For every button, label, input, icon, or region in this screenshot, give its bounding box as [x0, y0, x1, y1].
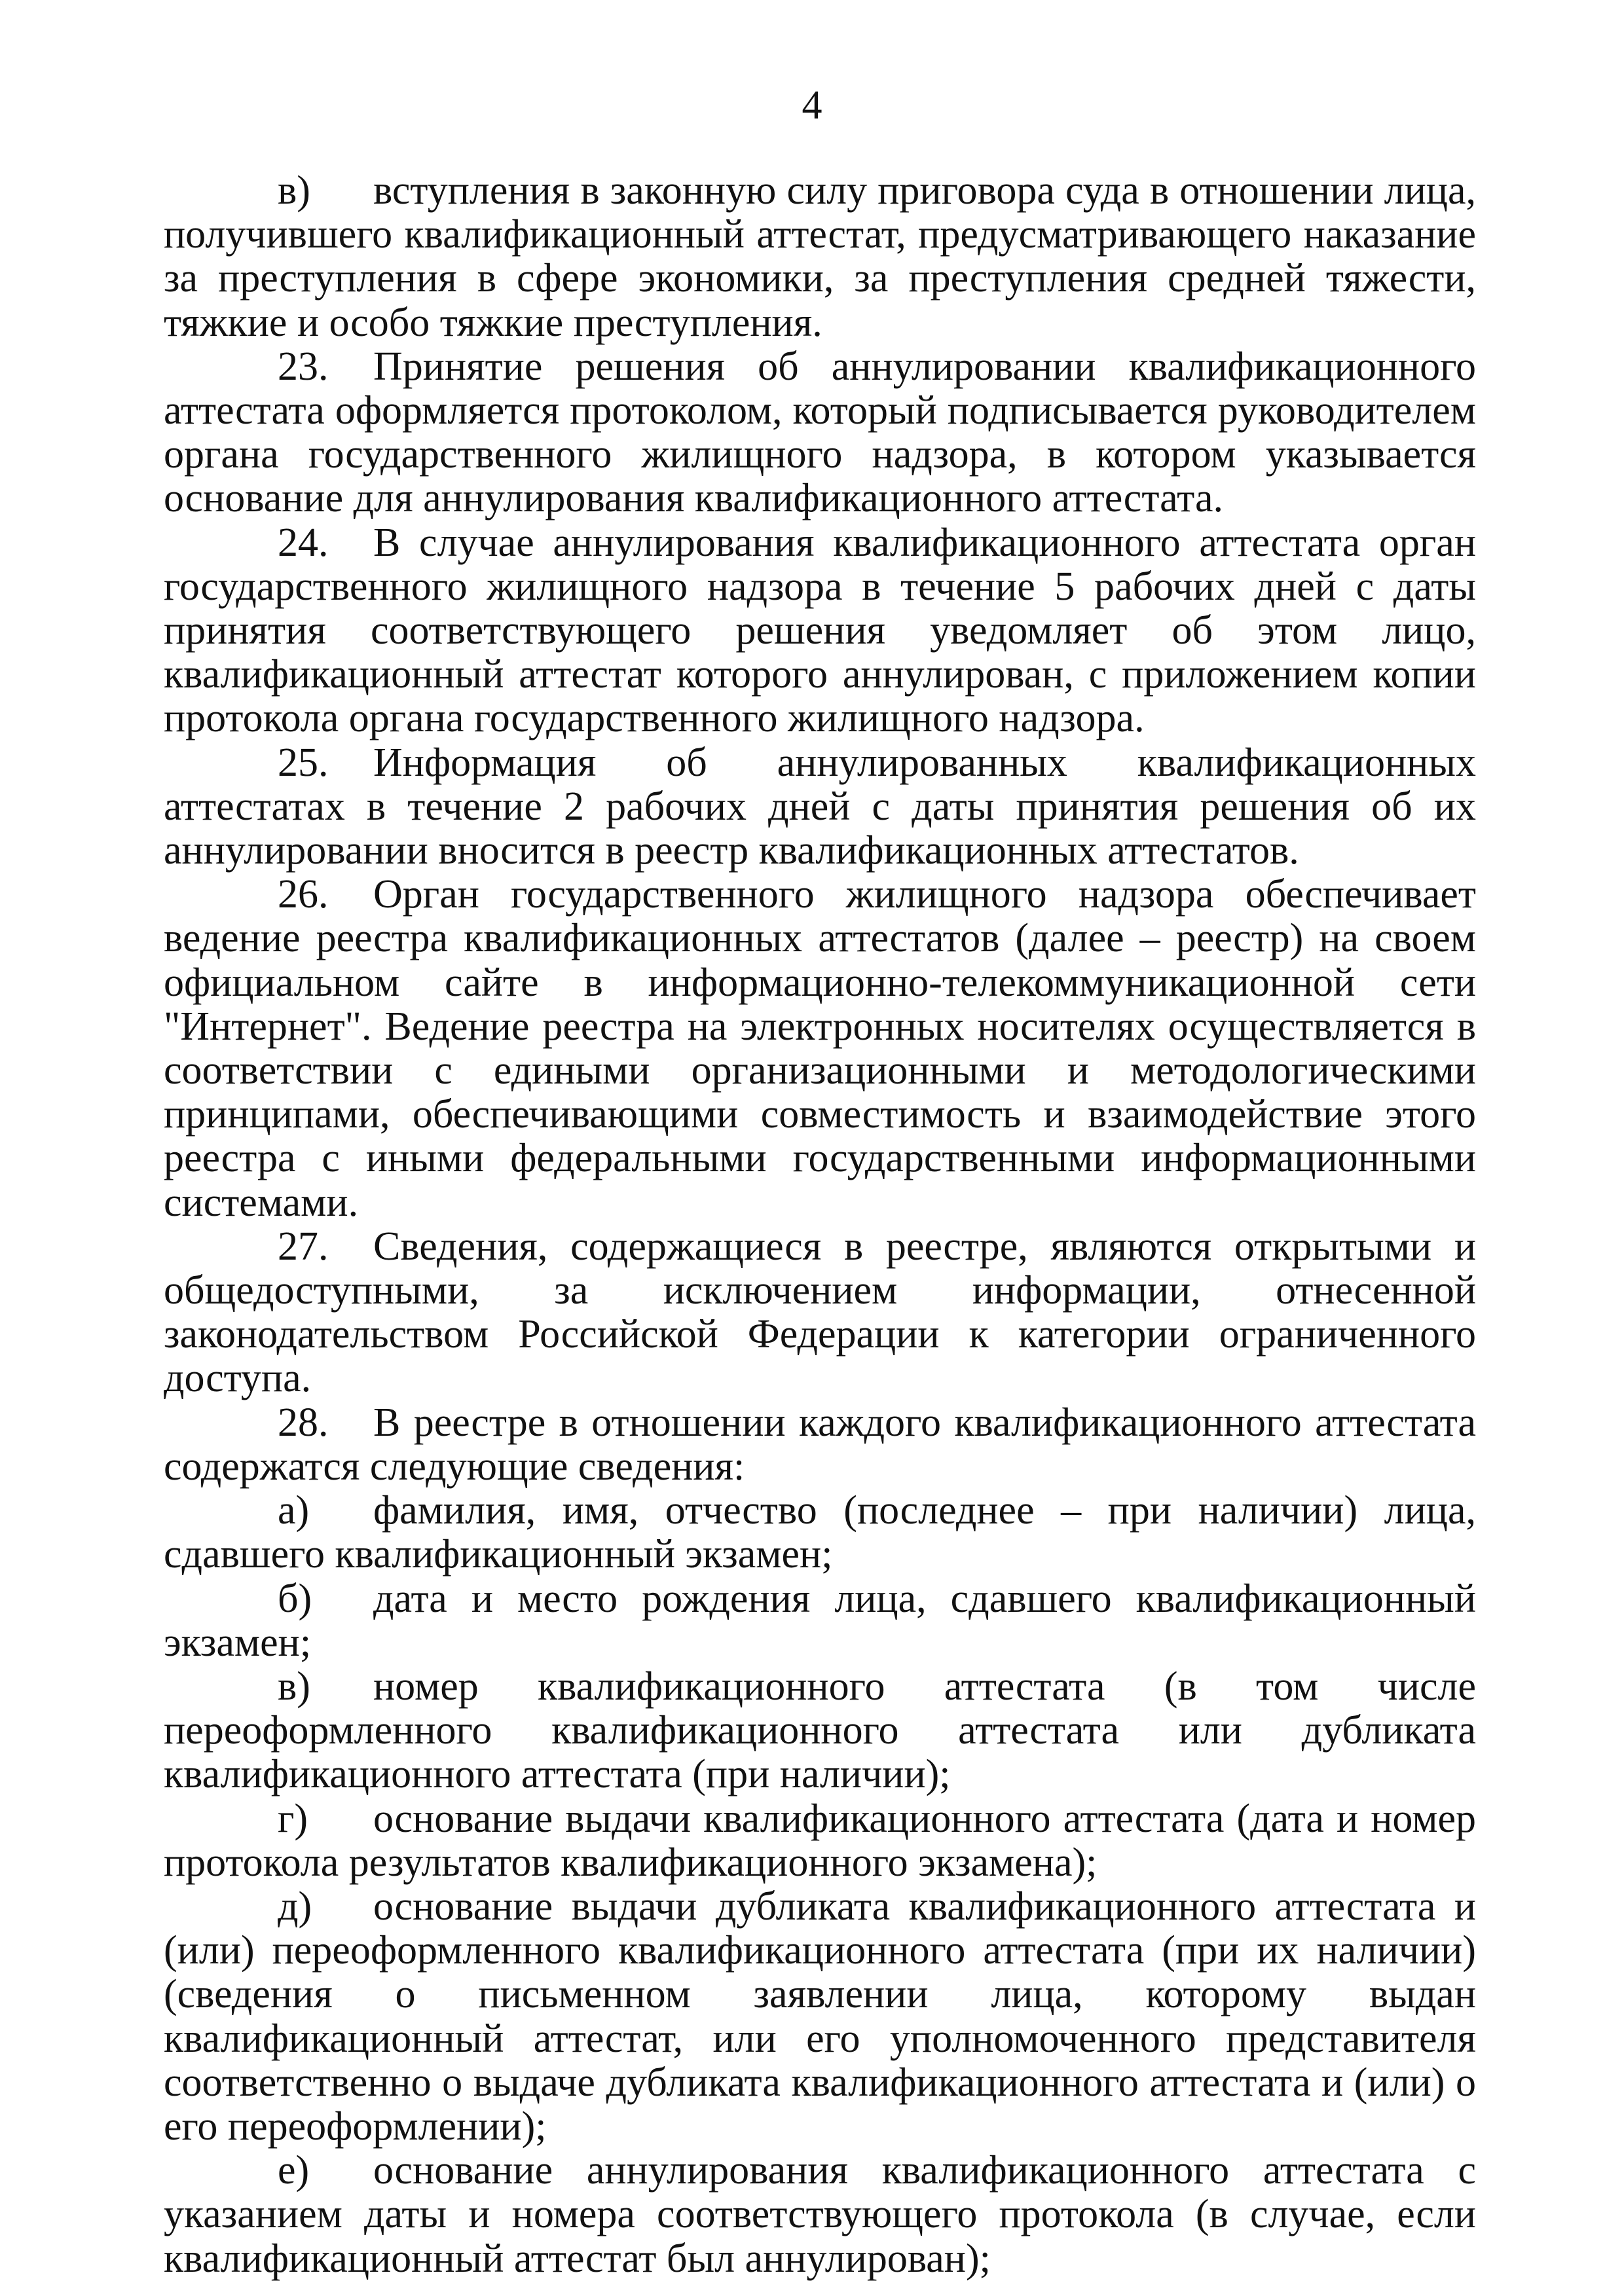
paragraph-number: е): [278, 2148, 310, 2193]
paragraph-25: [164, 741, 1476, 873]
paragraph-text: В реестре в отношении каждого квалификационного аттестата содержатся следующие сведения:: [164, 1400, 1476, 1489]
paragraph-number: д): [278, 1884, 312, 1929]
subparagraph-a: [164, 1489, 1476, 1576]
paragraph-number: а): [278, 1488, 310, 1533]
subparagraph-v: [164, 1665, 1476, 1797]
paragraph-text: фамилия, имя, отчество (последнее – при наличии) лица, сдавшего квалификационный экзамен;: [164, 1488, 1476, 1577]
subparagraph-e: [164, 2149, 1476, 2281]
paragraph-number: в): [278, 168, 310, 213]
paragraph-text: В случае аннулирования квалификационного аттестата орган государственного жилищного надзора в течение 5 рабочих дней с даты принятия соответствующего решения уведомляет об этом лицо, квалификационный аттестат которого аннулирован, с приложением копии протокола органа государственного жилищного надзора.: [164, 520, 1476, 741]
paragraph-27: [164, 1225, 1476, 1401]
paragraph-text: основание выдачи дубликата квалификационного аттестата и (или) переоформленного квалификационного аттестата (при их наличии) (сведения о письменном заявлении лица, которому выдан квалификационный аттестат, или его уполномоченного представителя соответственно о выдаче дубликата квалификационного аттестата и (или) о его переоформлении);: [164, 1884, 1476, 2149]
paragraph-text: вступления в законную силу приговора суда в отношении лица, получившего квалификационный аттестат, предусматривающего наказание за преступления в сфере экономики, за преступления средней тяжести, тяжкие и особо тяжкие преступления.: [164, 168, 1476, 345]
paragraph-text: основание аннулирования квалификационного аттестата с указанием даты и номера соответствующего протокола (в случае, если квалификационный аттестат был аннулирован);: [164, 2148, 1476, 2281]
paragraph-number: 27.: [278, 1224, 329, 1269]
paragraph-28: [164, 1401, 1476, 1489]
paragraph-26: [164, 873, 1476, 1225]
paragraph-text: Орган государственного жилищного надзора обеспечивает ведение реестра квалификационных аттестатов (далее – реестр) на своем официальном сайте в информационно-телекоммуникационной сети "Интернет". Ведение реестра на электронных носителях осуществляется в соответствии с едиными организационными и методологическими принципами, обеспечивающими совместимость и взаимодействие этого реестра с иными федеральными государственными информационными системами.: [164, 872, 1476, 1225]
paragraph-text: дата и место рождения лица, сдавшего квалификационный экзамен;: [164, 1576, 1476, 1665]
document-body: [164, 169, 1476, 2281]
paragraph-number: 25.: [278, 740, 329, 785]
paragraph-number: б): [278, 1576, 312, 1621]
subparagraph-b: [164, 1577, 1476, 1665]
subparagraph-d: [164, 1885, 1476, 2149]
paragraph-text: Информация об аннулированных квалификационных аттестатах в течение 2 рабочих дней с даты принятия решения об их аннулировании вносится в реестр квалификационных аттестатов.: [164, 740, 1476, 873]
paragraph-23: [164, 345, 1476, 521]
paragraph-text: Принятие решения об аннулировании квалификационного аттестата оформляется протоколом, который подписывается руководителем органа государственного жилищного надзора, в котором указывается основание для аннулирования квалификационного аттестата.: [164, 344, 1476, 521]
paragraph-text: основание выдачи квалификационного аттестата (дата и номер протокола результатов квалификационного экзамена);: [164, 1796, 1476, 1885]
paragraph-number: г): [278, 1796, 308, 1841]
paragraph-number: 26.: [278, 872, 329, 917]
paragraph-number: 24.: [278, 520, 329, 565]
paragraph-v-1: [164, 169, 1476, 345]
paragraph-number: 28.: [278, 1400, 329, 1445]
paragraph-number: 23.: [278, 344, 329, 389]
subparagraph-g: [164, 1797, 1476, 1885]
paragraph-24: [164, 521, 1476, 741]
paragraph-number: в): [278, 1664, 310, 1709]
paragraph-text: номер квалификационного аттестата (в том числе переоформленного квалификационного аттестата или дубликата квалификационного аттестата (при наличии);: [164, 1664, 1476, 1797]
paragraph-text: Сведения, содержащиеся в реестре, являются открытыми и общедоступными, за исключением информации, отнесенной законодательством Российской Федерации к категории ограниченного доступа.: [164, 1224, 1476, 1401]
page-number: 4: [802, 83, 822, 128]
